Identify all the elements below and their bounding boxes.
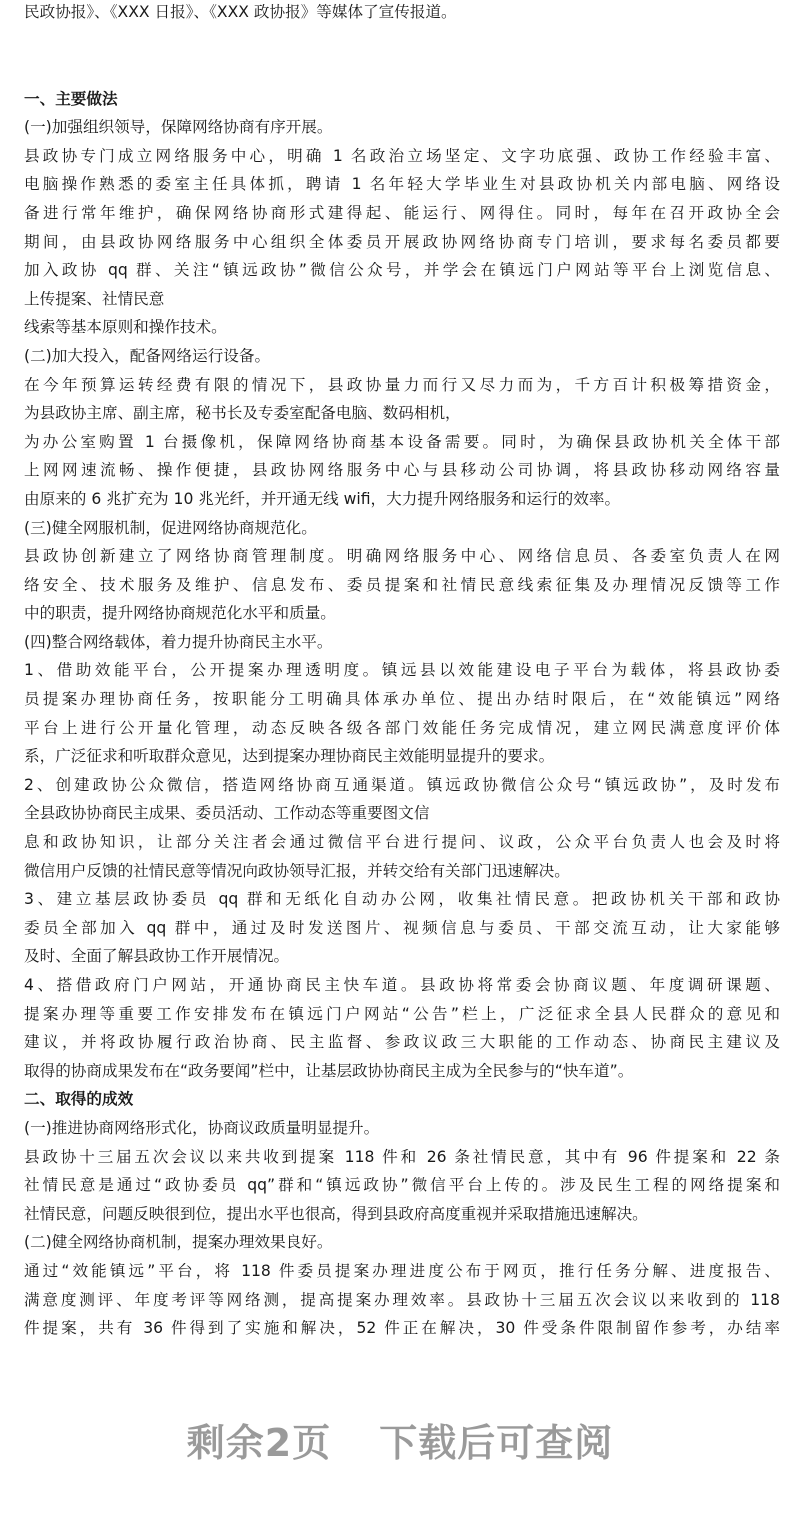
paragraph-line: 上传提案、社情民意 bbox=[24, 289, 165, 308]
paragraph-line: 由原来的 6 兆扩充为 10 兆光纤，并开通无线 wifi，大力提升网络服务和运行的效率。 bbox=[24, 489, 621, 508]
section1-title: 一、主要做法 bbox=[24, 89, 118, 108]
subsection-title: (一)加强组织领导，保障网络协商有序开展。 bbox=[24, 118, 333, 137]
paragraph-line: 件提案，共有 36 件得到了实施和解决，52 件正在解决，30 件受条件限制留作参考，办结率 bbox=[24, 1319, 780, 1338]
paragraph-line: 全县政协协商民主成果、委员活动、工作动态等重要图文信 bbox=[24, 804, 430, 823]
paragraph-line: 社情民意是通过“政协委员 qq”群和“镇远政协”微信平台上传的。涉及民生工程的网络提案和 bbox=[24, 1176, 780, 1195]
subsection-title: (一)推进协商网络形式化，协商议政质量明显提升。 bbox=[24, 1118, 380, 1137]
paragraph-line: 4、搭借政府门户网站，开通协商民主快车道。县政协将常委会协商议题、年度调研课题、 bbox=[24, 976, 780, 994]
paragraph-line: 及时、全面了解县政协工作开展情况。 bbox=[24, 947, 290, 966]
paragraph-line: 微信用户反馈的社情民意等情况向政协领导汇报，并转交给有关部门迅速解决。 bbox=[24, 861, 570, 880]
paragraph-line: 通过“效能镇远”平台，将 118 件委员提案办理进度公布于网页，推行任务分解、进度报告、 bbox=[24, 1261, 780, 1280]
paragraph-line: 息和政协知识，让部分关注者会通过微信平台进行提问、议政，公众平台负责人也会及时将 bbox=[24, 833, 780, 852]
paragraph-line: 委员全部加入 qq 群中，通过及时发送图片、视频信息与委员、干部交流互动，让大家能够 bbox=[24, 918, 780, 937]
paragraph-line: 1、借助效能平台，公开提案办理透明度。镇远县以效能建设电子平台为载体，将县政协委 bbox=[24, 661, 780, 680]
paragraph-line: 员提案办理协商任务，按职能分工明确具体承办单位、提出办结时限后，在“效能镇远”网络 bbox=[24, 690, 780, 709]
paragraph-line: 备进行常年维护，确保网络协商形式建得起、能运行、网得住。同时，每年在召开政协全会 bbox=[24, 203, 780, 222]
paragraph-line: 2、创建政协公众微信，搭造网络协商互通渠道。镇远政协微信公众号“镇远政协”，及时发布 bbox=[24, 775, 780, 794]
paragraph-line: 县政协创新建立了网络协商管理制度。明确网络服务中心、网络信息员、各委室负责人在网 bbox=[24, 547, 780, 566]
remaining-pages-label: 剩余2页 bbox=[186, 1421, 332, 1465]
subsection-title: (二)健全网络协商机制，提案办理效果良好。 bbox=[24, 1233, 333, 1252]
paragraph-line: 社情民意，问题反映很到位，提出水平也很高，得到县政府高度重视并采取措施迅速解决。 bbox=[24, 1204, 648, 1223]
intro-tail: 民政协报》、《XXX 日报》、《XXX 政协报》等媒体了宣传报道。 bbox=[24, 3, 457, 21]
paragraph-line: 中的职责，提升网络协商规范化水平和质量。 bbox=[24, 604, 336, 623]
spacer bbox=[24, 27, 780, 85]
paragraph-line: 县政协专门成立网络服务中心，明确 1 名政治立场坚定、文字功底强、政协工作经验丰富、 bbox=[24, 146, 780, 165]
paragraph-line: 加入政协 qq 群、关注“镇远政协”微信公众号，并学会在镇远门户网站等平台上浏览信息、 bbox=[24, 261, 780, 280]
paragraph-line: 取得的协商成果发布在“政务要闻”栏中，让基层政协协商民主成为全民参与的“快车道”。 bbox=[24, 1061, 634, 1080]
paragraph-line: 线索等基本原则和操作技术。 bbox=[24, 318, 227, 337]
paragraph-line: 提案办理等重要工作安排发布在镇远门户网站“公告”栏上，广泛征求全县人民群众的意见和 bbox=[24, 1004, 780, 1023]
paragraph-line: 为办公室购置 1 台摄像机，保障网络协商基本设备需要。同时，为确保县政协机关全体干部 bbox=[24, 432, 780, 451]
document-body bbox=[24, 0, 780, 1343]
paragraph-line: 满意度测评、年度考评等网络测，提高提案办理效率。县政协十三届五次会议以来收到的 118 bbox=[24, 1290, 780, 1309]
paragraph-line: 为县政协主席、副主席，秘书长及专委室配备电脑、数码相机， bbox=[24, 404, 461, 423]
paragraph-line: 电脑操作熟悉的委室主任具体抓，聘请 1 名年轻大学毕业生对县政协机关内部电脑、网络设 bbox=[24, 175, 780, 194]
paragraph-line: 县政协十三届五次会议以来共收到提案 118 件和 26 条社情民意，其中有 96 件提案和 22 条 bbox=[24, 1147, 780, 1166]
paragraph-line: 络安全、技术服务及维护、信息发布、委员提案和社情民意线索征集及办理情况反馈等工作 bbox=[24, 575, 780, 594]
paragraph-line: 平台上进行公开量化管理，动态反映各级各部门效能任务完成情况，建立网民满意度评价体 bbox=[24, 718, 780, 737]
subsection-title: (三)健全网服机制，促进网络协商规范化。 bbox=[24, 518, 317, 537]
section2-title: 二、取得的成效 bbox=[24, 1090, 134, 1109]
paragraph-line: 系，广泛征求和听取群众意见，达到提案办理协商民主效能明显提升的要求。 bbox=[24, 747, 555, 766]
download-banner[interactable] bbox=[0, 1412, 800, 1467]
subsection-title: (二)加大投入，配备网络运行设备。 bbox=[24, 346, 271, 365]
paragraph-line: 在今年预算运转经费有限的情况下，县政协量力而行又尽力而为，千方百计积极筹措资金， bbox=[24, 375, 780, 394]
paragraph-line: 3、建立基层政协委员 qq 群和无纸化自动办公网，收集社情民意。把政协机关干部和政协 bbox=[24, 890, 780, 909]
paragraph-line: 建议，并将政协履行政治协商、民主监督、参政议政三大职能的工作动态、协商民主建议及 bbox=[24, 1033, 780, 1052]
paragraph-line: 上网网速流畅、操作便捷，县政协网络服务中心与县移动公司协调，将县政协移动网络容量 bbox=[24, 461, 780, 480]
download-to-view-label: 下载后可查阅 bbox=[379, 1421, 614, 1465]
paragraph-line: 期间，由县政协网络服务中心组织全体委员开展政协网络协商专门培训，要求每名委员都要 bbox=[24, 232, 780, 251]
subsection-title: (四)整合网络载体，着力提升协商民主水平。 bbox=[24, 632, 333, 651]
